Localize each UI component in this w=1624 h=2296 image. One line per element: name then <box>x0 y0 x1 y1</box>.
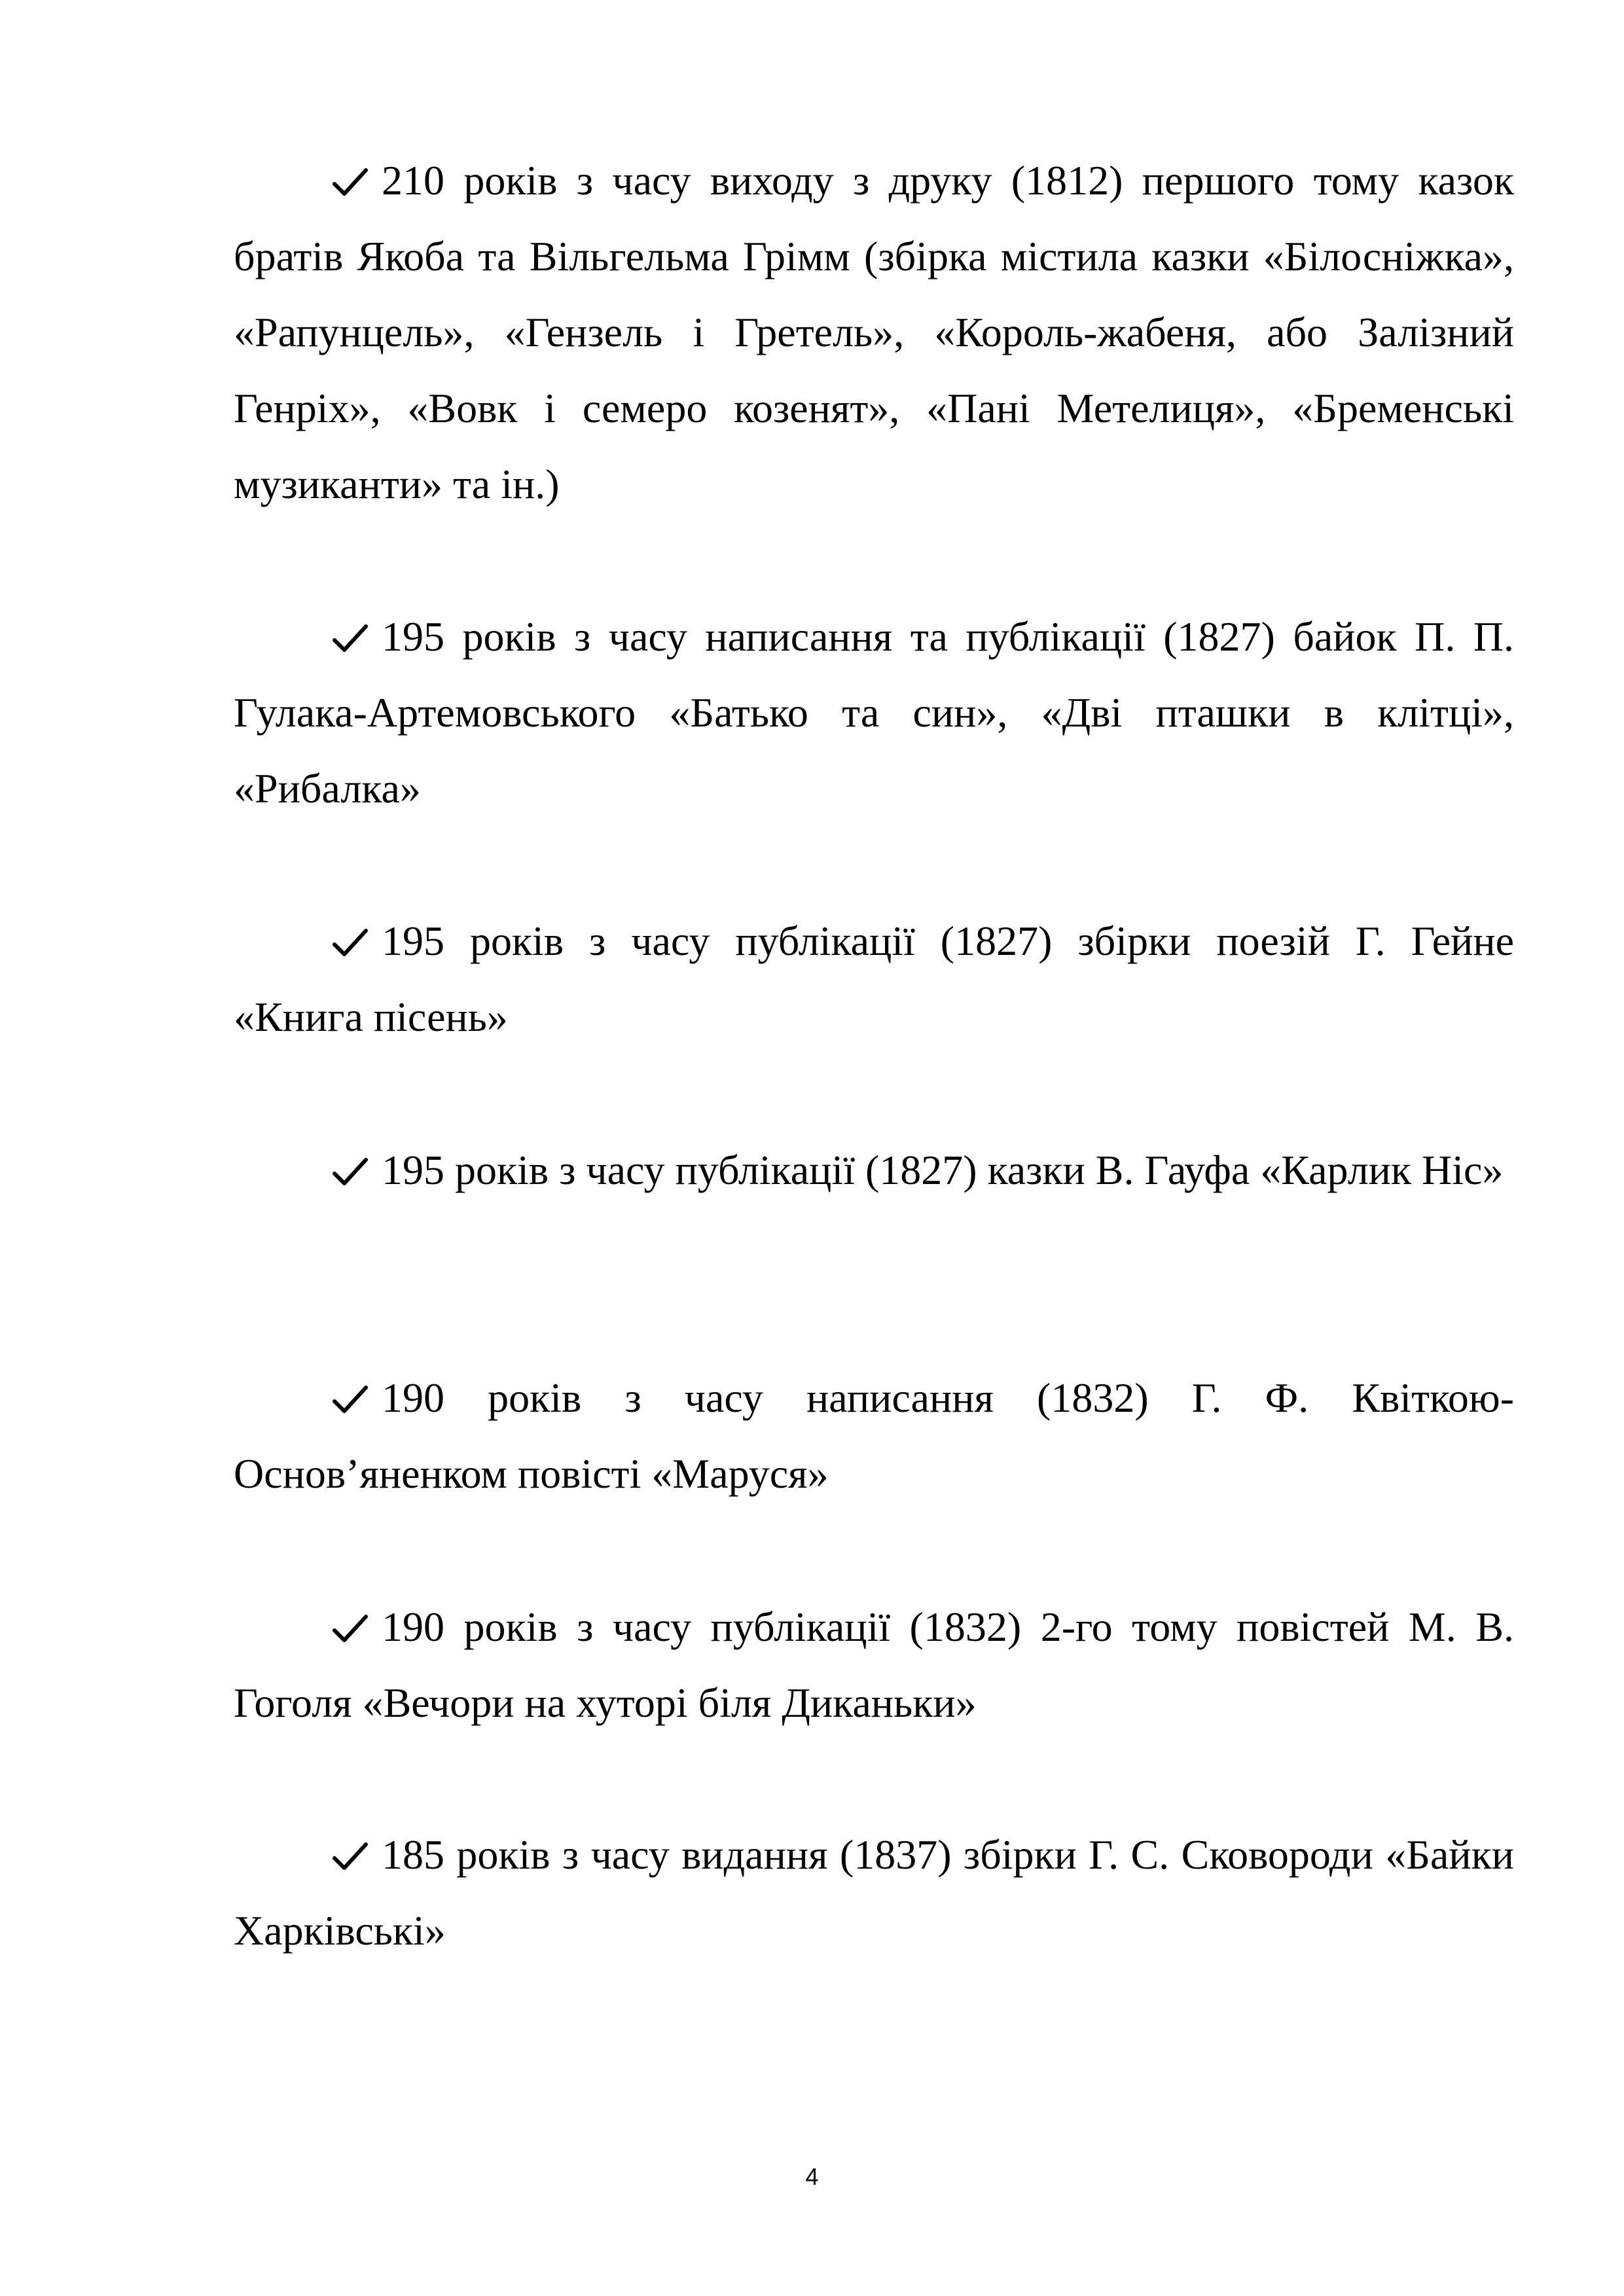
page-number: 4 <box>805 2163 819 2190</box>
entry-text: 195 років з часу написання та публікації (1827) байок П. П. Гулака-Артемовського «Батько та син», «Дві пташки в клітці», «Рибалка» <box>234 613 1514 812</box>
anniversary-entry <box>234 1817 1514 1969</box>
entry-text: 195 років з часу публікації (1827) збірки поезій Г. Гейне «Книга пісень» <box>234 918 1514 1040</box>
check-icon <box>332 1384 369 1414</box>
entry-text: 210 років з часу виходу з друку (1812) першого тому казок братів Якоба та Вільгельма Грімм (збірка містила казки «Білосніжка», «Рапунцель», «Гензель і Гретель», «Король-жабеня, або Залізний Генріх», «Вовк і семеро козенят», «Пані Метелиця», «Бременські музиканти» та ін.) <box>234 157 1514 507</box>
anniversary-entry <box>234 599 1514 827</box>
entry-text: 190 років з часу публікації (1832) 2-го тому повістей М. В. Гоголя «Вечори на хуторі біля Диканьки» <box>234 1604 1514 1726</box>
anniversary-entry <box>234 1132 1514 1208</box>
check-icon <box>332 1613 369 1643</box>
entry-text: 185 років з часу видання (1837) збірки Г. С. Сковороди «Байки Харківські» <box>234 1831 1514 1954</box>
anniversary-entry <box>234 143 1514 522</box>
check-icon <box>332 1841 369 1871</box>
check-icon <box>332 1157 369 1187</box>
check-icon <box>332 167 369 197</box>
check-icon <box>332 927 369 958</box>
check-icon <box>332 623 369 653</box>
anniversary-entry <box>234 1360 1514 1512</box>
anniversary-entry <box>234 903 1514 1055</box>
entry-text: 190 років з часу написання (1832) Г. Ф. Квіткою-Основ’яненком повісті «Маруся» <box>234 1374 1514 1497</box>
entry-text: 195 років з часу публікації (1827) казки В. Гауфа «Карлик Ніс» <box>382 1147 1504 1193</box>
anniversary-entry <box>234 1589 1514 1741</box>
